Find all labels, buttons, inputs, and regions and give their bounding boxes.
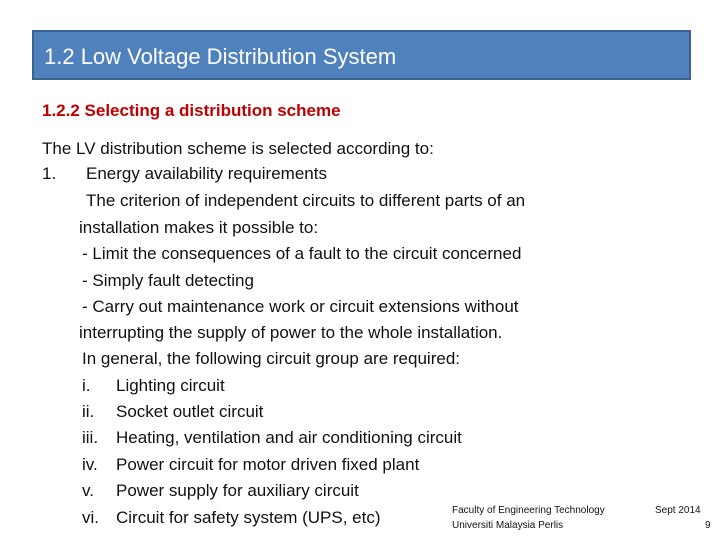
footer-faculty: Faculty of Engineering Technology (452, 505, 605, 516)
circuit-group-item: Power circuit for motor driven fixed plant (116, 455, 420, 474)
intro-text: The LV distribution scheme is selected according to: (42, 139, 434, 158)
footer-university: Universiti Malaysia Perlis (452, 520, 564, 531)
circuit-group-numeral: vi. (82, 508, 99, 527)
body-line: - Limit the consequences of a fault to the circuit concerned (82, 244, 522, 263)
circuit-group-item: Lighting circuit (116, 376, 225, 395)
body-line: The criterion of independent circuits to different parts of an (86, 191, 526, 210)
circuit-group-item: Socket outlet circuit (116, 402, 264, 421)
body-line: - Carry out maintenance work or circuit extensions without (82, 297, 519, 316)
circuit-group-numeral: ii. (82, 402, 95, 421)
circuit-group-numeral: v. (82, 481, 94, 500)
section-heading: 1.2.2 Selecting a distribution scheme (42, 101, 341, 120)
item-1-label: Energy availability requirements (86, 164, 327, 183)
circuit-group-numeral: iv. (82, 455, 98, 474)
circuit-group-item: Power supply for auxiliary circuit (116, 481, 359, 500)
circuit-group-numeral: iii. (82, 428, 99, 447)
footer-organization (452, 503, 605, 533)
page-number: 9 (705, 520, 711, 531)
footer-date: Sept 2014 (655, 505, 701, 516)
body-line: interrupting the supply of power to the whole installation. (79, 323, 503, 342)
body-line: In general, the following circuit group are required: (82, 349, 460, 368)
circuit-group-item: Heating, ventilation and air conditioning circuit (116, 428, 462, 447)
slide-title: 1.2 Low Voltage Distribution System (44, 44, 397, 69)
circuit-group-numeral: i. (82, 376, 91, 395)
title-bar (32, 30, 691, 80)
item-1-number: 1. (42, 164, 57, 183)
circuit-group-item: Circuit for safety system (UPS, etc) (116, 508, 381, 527)
body-line: installation makes it possible to: (79, 218, 319, 237)
body-line: - Simply fault detecting (82, 271, 254, 290)
